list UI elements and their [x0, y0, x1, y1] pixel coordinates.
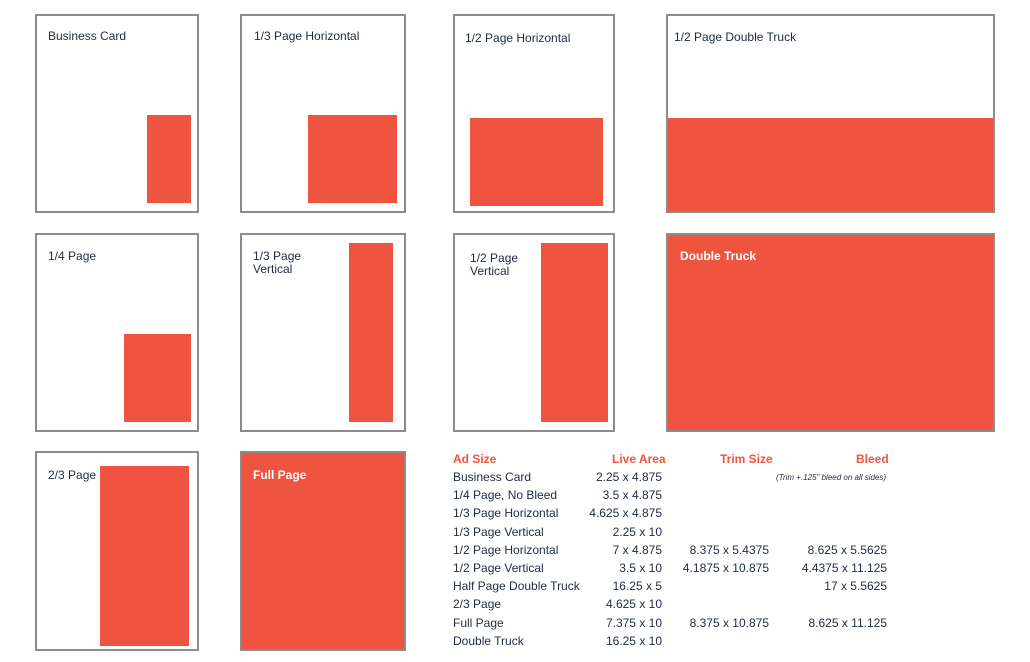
half-horizontal-panel — [453, 14, 615, 213]
table-row — [453, 579, 893, 597]
header-bleed: Bleed — [856, 452, 889, 466]
cell-ad-size: 2/3 Page — [453, 597, 502, 612]
cell-live-area: 2.25 x 10 — [612, 524, 662, 539]
header-trim-size: Trim Size — [720, 452, 773, 466]
cell-bleed: 17 x 5.5625 — [824, 579, 887, 594]
cell-ad-size: Business Card — [453, 470, 532, 484]
cell-live-area: 3.5 x 10 — [619, 561, 662, 575]
two-thirds-page-label: 2/3 Page — [48, 468, 97, 482]
half-vertical-panel — [453, 233, 615, 432]
half-double-truck-label: 1/2 Page Double Truck — [674, 30, 797, 44]
third-vertical-ad-area — [349, 243, 393, 422]
third-vertical-label: 1/3 Page Vertical — [253, 249, 302, 276]
third-horizontal-ad-area — [308, 115, 397, 203]
header-live-area: Live Area — [612, 452, 666, 466]
cell-live-area: 7.375 x 10 — [605, 615, 662, 630]
cell-ad-size: 1/4 Page, No Bleed — [453, 488, 558, 503]
table-row — [453, 525, 893, 543]
third-horizontal-panel — [240, 14, 406, 213]
cell-live-area: 4.625 x 4.875 — [589, 506, 662, 521]
cell-ad-size: 1/2 Page Horizontal — [453, 542, 559, 557]
cell-live-area: 4.625 x 10 — [605, 597, 662, 612]
cell-live-area: 2.25 x 4.875 — [595, 470, 662, 484]
bleed-note: (Trim +.125" bleed on all sides) — [776, 473, 887, 482]
cell-ad-size: 1/2 Page Vertical — [453, 561, 544, 575]
table-row — [453, 634, 893, 652]
cell-ad-size: 1/3 Page Horizontal — [453, 506, 559, 521]
cell-trim-size: 8.375 x 5.4375 — [689, 542, 769, 557]
cell-bleed: 8.625 x 5.5625 — [807, 542, 887, 557]
two-thirds-page-ad-area — [100, 466, 189, 646]
cell-ad-size: Full Page — [453, 615, 504, 630]
cell-ad-size: Double Truck — [453, 633, 524, 648]
half-vertical-ad-area — [541, 243, 608, 422]
table-row — [453, 470, 893, 488]
table-row — [453, 543, 893, 561]
full-page-label: Full Page — [253, 468, 307, 482]
quarter-page-panel — [35, 233, 199, 432]
business-card-panel — [35, 14, 199, 213]
cell-bleed: 8.625 x 11.125 — [808, 615, 887, 630]
table-row — [453, 597, 893, 615]
double-truck-label: Double Truck — [680, 249, 757, 263]
half-horizontal-label: 1/2 Page Horizontal — [465, 31, 571, 45]
table-row — [453, 506, 893, 524]
two-thirds-page-panel — [35, 451, 199, 651]
cell-live-area: 3.5 x 4.875 — [602, 488, 662, 503]
cell-live-area: 16.25 x 5 — [612, 579, 662, 594]
cell-trim-size: 4.1875 x 10.875 — [682, 561, 769, 575]
cell-bleed: 4.4375 x 11.125 — [801, 561, 887, 575]
table-row — [453, 616, 893, 634]
third-vertical-panel — [240, 233, 406, 432]
half-double-truck-panel — [666, 14, 995, 213]
cell-live-area: 7 x 4.875 — [612, 542, 662, 557]
quarter-page-ad-area — [124, 334, 191, 422]
header-ad-size: Ad Size — [453, 452, 497, 466]
cell-ad-size: Half Page Double Truck — [453, 579, 580, 594]
half-horizontal-ad-area — [470, 118, 603, 206]
cell-ad-size: 1/3 Page Vertical — [453, 524, 544, 539]
half-vertical-label: 1/2 Page Vertical — [470, 251, 519, 278]
cell-trim-size: 8.375 x 10.875 — [689, 615, 769, 630]
half-double-truck-ad-area — [668, 118, 993, 211]
table-row — [453, 488, 893, 506]
double-truck-panel — [666, 233, 995, 432]
table-row — [453, 561, 893, 579]
business-card-label: Business Card — [48, 29, 127, 43]
business-card-ad-area — [147, 115, 191, 203]
full-page-panel — [240, 451, 406, 651]
quarter-page-label: 1/4 Page — [48, 249, 97, 263]
cell-live-area: 16.25 x 10 — [605, 633, 662, 648]
third-horizontal-label: 1/3 Page Horizontal — [254, 29, 360, 43]
